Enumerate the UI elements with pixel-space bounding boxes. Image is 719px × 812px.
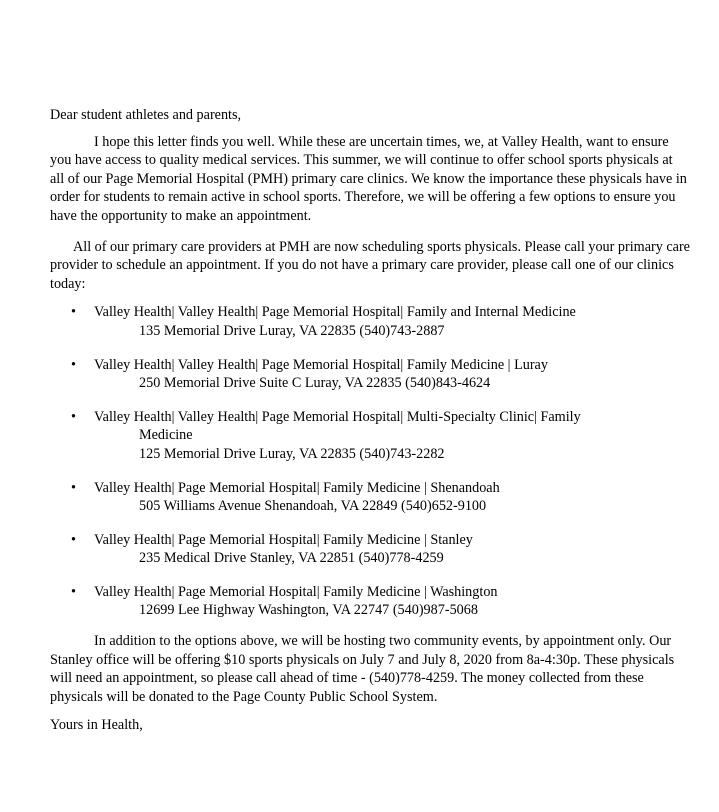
bullet-icon: • bbox=[71, 408, 76, 425]
list-item bbox=[50, 303, 690, 340]
bullet-icon: • bbox=[71, 531, 76, 548]
bullet-icon: • bbox=[71, 479, 76, 496]
clinic-name: Valley Health| Valley Health| Page Memorial Hospital| Multi-Specialty Clinic| Family bbox=[94, 408, 581, 425]
clinic-name: Valley Health| Page Memorial Hospital| Family Medicine | Shenandoah bbox=[94, 479, 500, 496]
clinic-list bbox=[50, 303, 690, 620]
greeting: Dear student athletes and parents, bbox=[50, 107, 242, 123]
intro-paragraph: I hope this letter finds you well. While these are uncertain times, we, at Valley Health, want to ensure you have access to quality medical services. This summer, we will continue to offer school sports physicals at all of our Page Memorial Hospital (PMH) primary care clinics. We know the importance these physicals have in order for students to remain active in school sports. Therefore, we will be offering a few options to ensure you have the opportunity to make an appointment. bbox=[50, 133, 687, 224]
clinic-address: 235 Medical Drive Stanley, VA 22851 (540)778-4259 bbox=[139, 550, 444, 567]
bullet-icon: • bbox=[71, 304, 76, 321]
clinic-address: 505 Williams Avenue Shenandoah, VA 22849 (540)652-9100 bbox=[139, 498, 487, 515]
clinic-address: 12699 Lee Highway Washington, VA 22747 (540)987-5068 bbox=[139, 602, 478, 619]
providers-paragraph: All of our primary care providers at PMH are now scheduling sports physicals. Please call your primary care provider to schedule an appointment. If you do not have a primary care provider, please call one of our clinics today: bbox=[50, 238, 690, 292]
closing: Yours in Health, bbox=[50, 717, 143, 734]
list-item bbox=[50, 408, 690, 464]
clinic-address: 125 Memorial Drive Luray, VA 22835 (540)743-2282 bbox=[139, 445, 445, 462]
clinic-name: Valley Health| Valley Health| Page Memorial Hospital| Family Medicine | Luray bbox=[94, 356, 548, 373]
bullet-icon: • bbox=[71, 356, 76, 373]
clinic-name-continued: Medicine bbox=[139, 427, 193, 444]
list-item bbox=[50, 583, 690, 620]
clinic-address: 250 Memorial Drive Suite C Luray, VA 22835 (540)843-4624 bbox=[139, 375, 491, 392]
list-item bbox=[50, 531, 690, 568]
list-item bbox=[50, 356, 690, 393]
clinic-name: Valley Health| Page Memorial Hospital| Family Medicine | Washington bbox=[94, 583, 498, 600]
events-paragraph: In addition to the options above, we will be hosting two community events, by appointment only. Our Stanley office will be offering $10 sports physicals on July 7 and July 8, 2020 from 8a-4:30p. These physicals will need an appointment, so please call ahead of time - (540)778-4259. The money collected from these physicals will be donated to the Page County Public School System. bbox=[50, 633, 675, 705]
clinic-address: 135 Memorial Drive Luray, VA 22835 (540)743-2887 bbox=[139, 322, 445, 339]
list-item bbox=[50, 479, 690, 516]
clinic-name: Valley Health| Page Memorial Hospital| Family Medicine | Stanley bbox=[94, 531, 473, 548]
clinic-name: Valley Health| Valley Health| Page Memorial Hospital| Family and Internal Medicine bbox=[94, 304, 576, 321]
letter-page bbox=[50, 106, 690, 735]
bullet-icon: • bbox=[71, 583, 76, 600]
